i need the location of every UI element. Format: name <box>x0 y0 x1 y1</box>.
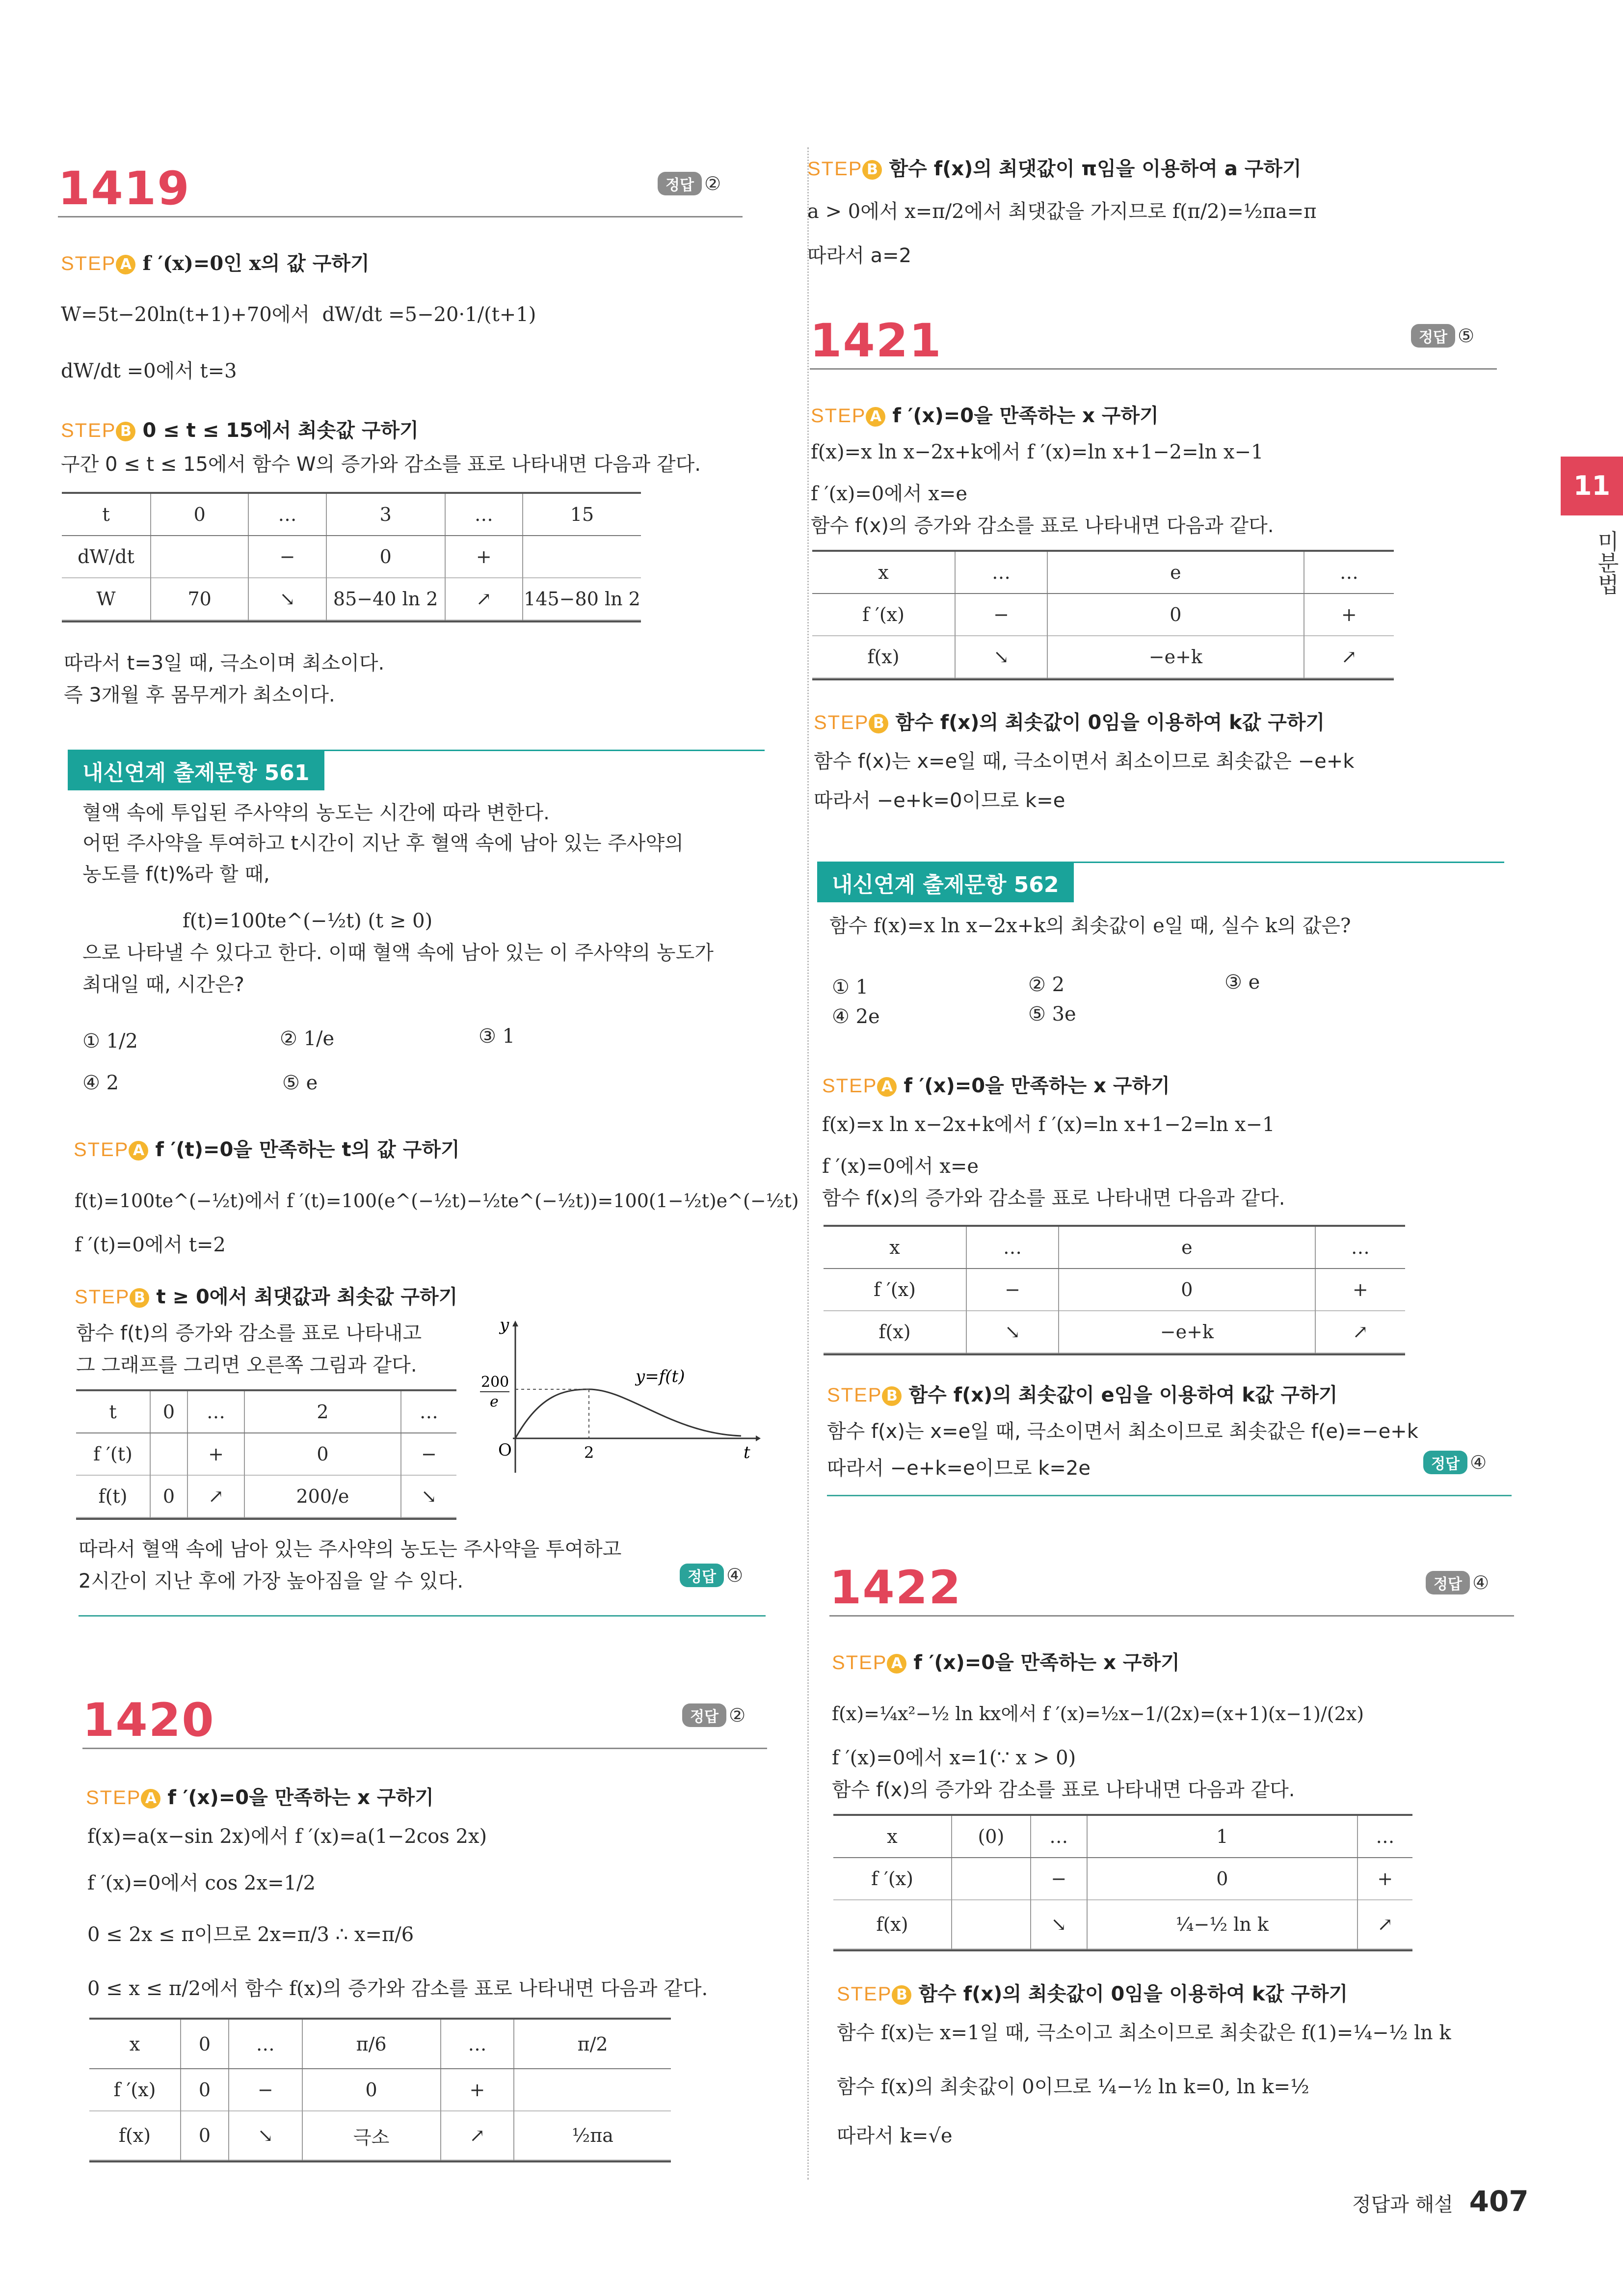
line: 함수 f(x)는 x=1일 때, 극소이고 최소이므로 최솟값은 f(1)=¼−½ ln k <box>837 2022 1451 2044</box>
answer-badge: 정답 <box>658 172 702 195</box>
step-b-1421: STEP B 함수 f(x)의 최솟값이 0임을 이용하여 k값 구하기 <box>814 711 1325 734</box>
step-a-561: STEP A f ′(t)=0을 만족하는 t의 값 구하기 <box>74 1138 460 1161</box>
step-a-1422: STEP A f ′(x)=0을 만족하는 x 구하기 <box>832 1651 1180 1674</box>
teal-rule <box>79 1615 766 1617</box>
step-b-561: STEP B t ≥ 0에서 최댓값과 최솟값 구하기 <box>75 1286 458 1308</box>
step-b-562: STEP B 함수 f(x)의 최솟값이 e임을 이용하여 k값 구하기 <box>827 1384 1338 1406</box>
y-axis-arrow <box>512 1321 518 1326</box>
line: f ′(t)=0에서 t=2 <box>75 1234 226 1256</box>
line: 함수 f(x)는 x=e일 때, 극소이면서 최소이므로 최솟값은 −e+k <box>814 750 1355 773</box>
choice[interactable]: ① 1 <box>832 976 869 999</box>
answer-value: ② <box>704 173 721 194</box>
problem-number-1421: 1421 <box>810 314 942 368</box>
line: f(t)=100te^(−½t)에서 f ′(t)=100(e^(−½t)−½te^(−½t))=100(1−½t)e^(−½t) <box>75 1190 799 1212</box>
line: 함수 f(t)의 증가와 감소를 표로 나타내고 <box>76 1322 422 1345</box>
answer-562: 정답 ④ <box>1423 1451 1487 1474</box>
line: 함수 f(x)의 증가와 감소를 표로 나타내면 다음과 같다. <box>832 1779 1295 1801</box>
choice[interactable]: ① 1/2 <box>82 1030 138 1053</box>
choice[interactable]: ④ 2e <box>832 1005 880 1028</box>
line: f(x)=¼x²−½ ln kx에서 f ′(x)=½x−1/(2x)=(x+1)(x−1)/(2x) <box>832 1703 1364 1725</box>
answer-561: 정답 ④ <box>680 1564 743 1587</box>
variation-table-1420: x 0 … π/6 … π/2 f ′(x) 0 − 0 + f(x) 0 ↘ 극소 ↗ ½πa <box>89 2018 671 2162</box>
choice[interactable]: ② 1/e <box>280 1027 335 1050</box>
problem-number-1422: 1422 <box>829 1561 962 1615</box>
line: f ′(x)=0에서 x=e <box>811 483 968 505</box>
line: 어떤 주사약을 투여하고 t시간이 지난 후 혈액 속에 남아 있는 주사약의 <box>82 832 684 855</box>
line: f(t)=100te^(−½t) (t ≥ 0) <box>183 910 433 932</box>
line: f ′(x)=0에서 x=1(∵ x > 0) <box>832 1747 1076 1769</box>
x-axis-arrow <box>756 1435 761 1441</box>
ymax-den: e <box>490 1393 499 1410</box>
x-tick: 2 <box>584 1443 594 1462</box>
variation-table-562: x … e … f ′(x) − 0 + f(x) ↘ −e+k ↗ <box>824 1225 1405 1355</box>
step-b-1420: STEP B 함수 f(x)의 최댓값이 π임을 이용하여 a 구하기 <box>807 158 1302 180</box>
line: 따라서 t=3일 때, 극소이며 최소이다. <box>64 652 385 675</box>
step-a-1419: STEP A f ′(x)=0인 x의 값 구하기 <box>61 252 370 275</box>
line: 즉 3개월 후 몸무게가 최소이다. <box>64 684 335 706</box>
line: f ′(x)=0에서 x=e <box>822 1155 979 1178</box>
line: 최대일 때, 시간은? <box>82 973 244 996</box>
teal-rule <box>68 750 765 751</box>
line: a > 0에서 x=π/2에서 최댓값을 가지므로 f(π/2)=½πa=π <box>807 200 1317 223</box>
line: 0 ≤ x ≤ π/2에서 함수 f(x)의 증가와 감소를 표로 나타내면 다음과 같다. <box>87 1977 708 2000</box>
curve <box>515 1389 741 1438</box>
line: W=5t−20ln(t+1)+70에서 dW/dt =5−20·1/(t+1) <box>61 303 536 326</box>
problem-number-1419: 1419 <box>58 162 190 216</box>
ymax-num: 200 <box>481 1374 509 1391</box>
choice[interactable]: ③ e <box>1224 971 1260 994</box>
line: 2시간이 지난 후에 가장 높아짐을 알 수 있다. <box>79 1570 464 1593</box>
line: 으로 나타낼 수 있다고 한다. 이때 혈액 속에 남아 있는 이 주사약의 농도가 <box>82 942 714 964</box>
step-a-1420: STEP A f ′(x)=0을 만족하는 x 구하기 <box>86 1786 434 1809</box>
footer <box>1352 2185 1529 2218</box>
line: 따라서 −e+k=0이므로 k=e <box>814 789 1065 812</box>
linked-problem-title-562: 내신연계 출제문항 562 <box>817 863 1074 902</box>
origin: O <box>498 1440 512 1460</box>
header-rule <box>82 1748 767 1749</box>
line: 그 그래프를 그리면 오른쪽 그림과 같다. <box>76 1354 417 1377</box>
step-b-1422: STEP B 함수 f(x)의 최솟값이 0임을 이용하여 k값 구하기 <box>837 1983 1348 2005</box>
line: f ′(x)=0에서 cos 2x=1/2 <box>87 1872 316 1894</box>
line: f(x)=a(x−sin 2x)에서 f ′(x)=a(1−2cos 2x) <box>87 1825 487 1848</box>
variation-table-561: t 0 … 2 … f ′(t) + 0 − f(t) 0 ↗ 200/e ↘ <box>76 1389 456 1520</box>
line: 함수 f(x)의 증가와 감소를 표로 나타내면 다음과 같다. <box>822 1187 1285 1210</box>
curve-label: y=f(t) <box>636 1367 685 1386</box>
line: 따라서 −e+k=e이므로 k=2e <box>827 1457 1091 1480</box>
choice[interactable]: ③ 1 <box>479 1025 515 1048</box>
chapter-tab[interactable]: 11 <box>1561 457 1623 515</box>
choice[interactable]: ② 2 <box>1028 973 1065 996</box>
line: 함수 f(x)의 최솟값이 0이므로 ¼−½ ln k=0, ln k=½ <box>837 2076 1309 2098</box>
teal-rule <box>827 1495 1512 1496</box>
header-rule <box>829 1615 1514 1617</box>
header-rule <box>810 368 1497 370</box>
y-label: y <box>500 1316 509 1335</box>
function-graph <box>466 1316 761 1473</box>
line: 함수 f(x)는 x=e일 때, 극소이면서 최소이므로 최솟값은 f(e)=−e+k <box>827 1420 1418 1443</box>
line: f(x)=x ln x−2x+k에서 f ′(x)=ln x+1−2=ln x−1 <box>822 1113 1275 1136</box>
footer-label: 정답과 해설 <box>1352 2193 1453 2216</box>
line: 함수 f(x)=x ln x−2x+k의 최솟값이 e일 때, 실수 k의 값은? <box>829 915 1351 937</box>
line: 구간 0 ≤ t ≤ 15에서 함수 W의 증가와 감소를 표로 나타내면 다음과 같다. <box>61 453 701 476</box>
line: 따라서 a=2 <box>807 244 912 267</box>
header-rule <box>58 216 743 217</box>
step-a-562: STEP A f ′(x)=0을 만족하는 x 구하기 <box>822 1075 1170 1097</box>
line: 0 ≤ 2x ≤ π이므로 2x=π/3 ∴ x=π/6 <box>87 1923 414 1946</box>
step-a-1421: STEP A f ′(x)=0을 만족하는 x 구하기 <box>811 405 1159 427</box>
choice[interactable]: ⑤ 3e <box>1028 1003 1076 1026</box>
line: 따라서 혈액 속에 남아 있는 주사약의 농도는 주사약을 투여하고 <box>79 1538 622 1561</box>
chapter-label: 미분법 <box>1594 530 1619 595</box>
linked-problem-title-561: 내신연계 출제문항 561 <box>68 751 324 790</box>
answer-1421: 정답 ⑤ <box>1411 324 1474 348</box>
line: 함수 f(x)의 증가와 감소를 표로 나타내면 다음과 같다. <box>811 514 1274 537</box>
variation-table-1419: t 0 … 3 … 15 dW/dt − 0 + W 70 ↘ 85−40 ln 2 ↗ 145−80 ln 2 <box>62 492 641 622</box>
page-number: 407 <box>1469 2185 1529 2218</box>
choice[interactable]: ⑤ e <box>282 1072 318 1094</box>
answer-1419 <box>658 172 721 195</box>
x-label: t <box>744 1443 750 1462</box>
step-b-1419: STEP B 0 ≤ t ≤ 15에서 최솟값 구하기 <box>61 419 419 442</box>
variation-table-1421: x … e … f ′(x) − 0 + f(x) ↘ −e+k ↗ <box>812 550 1394 680</box>
line: f(x)=x ln x−2x+k에서 f ′(x)=ln x+1−2=ln x−1 <box>811 441 1264 463</box>
line: 따라서 k=√e <box>837 2125 953 2147</box>
problem-number-1420: 1420 <box>82 1694 215 1747</box>
choice[interactable]: ④ 2 <box>82 1072 119 1094</box>
line: 혈액 속에 투입된 주사약의 농도는 시간에 따라 변한다. <box>82 802 550 824</box>
line: 농도를 f(t)%라 할 때, <box>82 863 270 886</box>
variation-table-1422: x (0) … 1 … f ′(x) − 0 + f(x) ↘ ¼−½ ln k ↗ <box>833 1814 1412 1951</box>
answer-1420: 정답 ② <box>682 1703 745 1727</box>
column-divider <box>807 147 809 2180</box>
line: dW/dt =0에서 t=3 <box>61 360 237 382</box>
answer-1422: 정답 ④ <box>1426 1571 1489 1594</box>
